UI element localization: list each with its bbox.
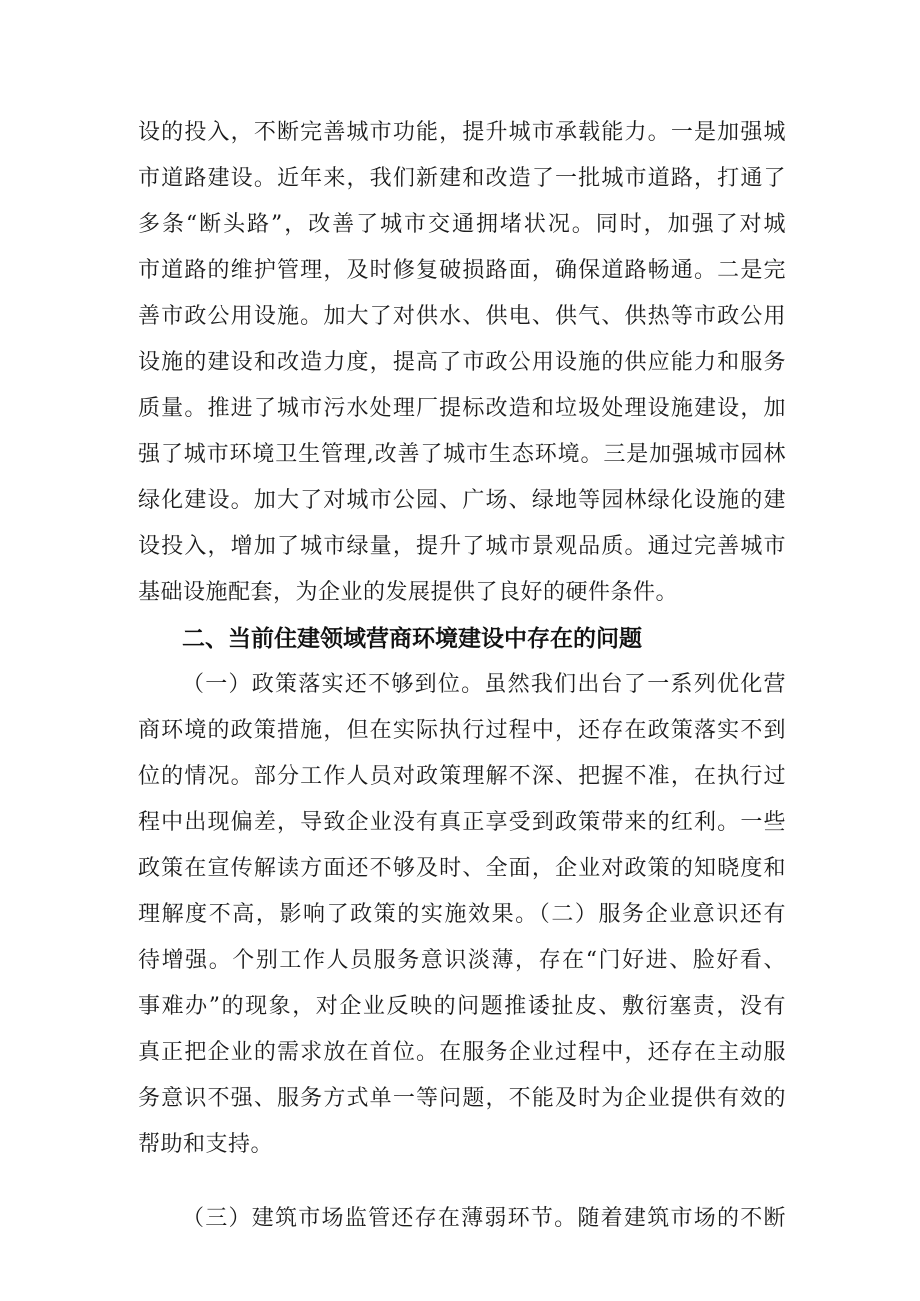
text-line: 设施的建设和改造力度，提高了市政公用设施的供应能力和服务 xyxy=(138,350,786,375)
paragraph-market-supervision xyxy=(138,1196,786,1242)
text-line: 务意识不强、服务方式单一等问题，不能及时为企业提供有效的 xyxy=(138,1086,786,1111)
text-line: （三）建筑市场监管还存在薄弱环节。随着建筑市场的不断 xyxy=(182,1206,786,1231)
text-line: 程中出现偏差，导致企业没有真正享受到政策带来的红利。一些 xyxy=(138,810,786,835)
text-line: 事难办”的现象，对企业反映的问题推诿扯皮、敷衍塞责，没有 xyxy=(138,994,786,1019)
text-line: 帮助和支持。 xyxy=(138,1132,274,1157)
text-line: 多条“断头路”，改善了城市交通拥堵状况。同时，加强了对城 xyxy=(138,212,786,237)
text-line: 真正把企业的需求放在首位。在服务企业过程中，还存在主动服 xyxy=(138,1040,786,1065)
text-line: 政策在宣传解读方面还不够及时、全面，企业对政策的知晓度和 xyxy=(138,856,786,881)
text-line: 待增强。个别工作人员服务意识淡薄，存在“门好进、脸好看、 xyxy=(138,948,786,973)
text-line: 强了城市环境卫生管理,改善了城市生态环境。三是加强城市园林 xyxy=(138,442,786,467)
text-line: 市道路建设。近年来，我们新建和改造了一批城市道路，打通了 xyxy=(138,166,786,191)
document-body xyxy=(138,110,786,1242)
text-line: 理解度不高，影响了政策的实施效果。（二）服务企业意识还有 xyxy=(138,902,786,927)
text-line: （一）政策落实还不够到位。虽然我们出台了一系列优化营 xyxy=(182,672,786,697)
paragraph-infrastructure xyxy=(138,110,786,616)
text-line: 市道路的维护管理，及时修复破损路面，确保道路畅通。二是完 xyxy=(138,258,786,283)
text-line: 绿化建设。加大了对城市公园、广场、绿地等园林绿化设施的建 xyxy=(138,488,786,513)
text-line: 基础设施配套，为企业的发展提供了良好的硬件条件。 xyxy=(138,580,679,605)
text-line: 质量。推进了城市污水处理厂提标改造和垃圾处理设施建设，加 xyxy=(138,396,786,421)
paragraph-spacing xyxy=(138,1168,786,1196)
paragraph-problems xyxy=(138,662,786,1168)
text-line: 位的情况。部分工作人员对政策理解不深、把握不准，在执行过 xyxy=(138,764,786,789)
text-line: 商环境的政策措施，但在实际执行过程中，还存在政策落实不到 xyxy=(138,718,786,743)
text-line: 设投入，增加了城市绿量，提升了城市景观品质。通过完善城市 xyxy=(138,534,786,559)
section-heading: 二、当前住建领域营商环境建设中存在的问题 xyxy=(182,626,642,652)
text-line: 善市政公用设施。加大了对供水、供电、供气、供热等市政公用 xyxy=(138,304,786,329)
text-line: 设的投入，不断完善城市功能，提升城市承载能力。一是加强城 xyxy=(138,120,786,145)
